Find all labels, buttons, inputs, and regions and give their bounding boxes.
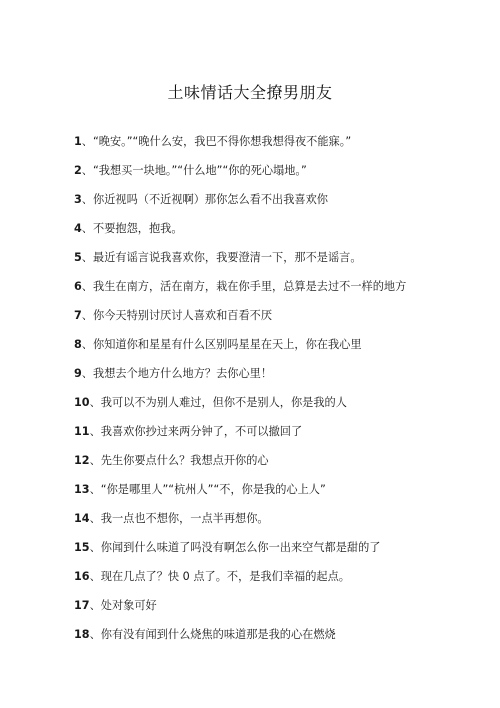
item-number: 13 bbox=[74, 483, 90, 496]
list-item bbox=[74, 306, 474, 335]
item-text: 我可以不为别人难过，但你不是别人，你是我的人 bbox=[100, 396, 347, 409]
item-separator: 、 bbox=[81, 222, 93, 235]
item-text: 先生你要点什么？我想点开你的心 bbox=[100, 454, 269, 467]
love-lines-list bbox=[74, 132, 474, 654]
list-item bbox=[74, 219, 474, 248]
item-text: 我生在南方，活在南方，栽在你手里，总算是去过不一样的地方 bbox=[93, 280, 407, 293]
list-item bbox=[74, 567, 474, 596]
item-separator: 、 bbox=[89, 425, 101, 438]
item-number: 15 bbox=[74, 541, 90, 554]
item-number: 3 bbox=[74, 193, 82, 206]
list-item bbox=[74, 451, 474, 480]
item-number: 6 bbox=[74, 280, 82, 293]
item-text: “晚安。”“晚什么安，我巴不得你想我想得夜不能寐。” bbox=[93, 135, 352, 148]
list-item bbox=[74, 538, 474, 567]
item-separator: 、 bbox=[81, 135, 93, 148]
item-number: 11 bbox=[74, 425, 90, 438]
list-item bbox=[74, 480, 474, 509]
item-text: 处对象可好 bbox=[100, 599, 157, 612]
item-separator: 、 bbox=[89, 454, 101, 467]
item-text: 你闻到什么味道了吗没有啊怎么你一出来空气都是甜的了 bbox=[100, 541, 381, 554]
document-title: 土味情话大全撩男朋友 bbox=[167, 83, 333, 102]
list-item bbox=[74, 190, 474, 219]
list-item bbox=[74, 625, 474, 654]
list-item bbox=[74, 422, 474, 451]
item-number: 10 bbox=[74, 396, 90, 409]
item-text: 我想去个地方什么地方？去你心里！ bbox=[93, 367, 273, 380]
item-number: 17 bbox=[74, 599, 90, 612]
item-separator: 、 bbox=[81, 367, 93, 380]
item-separator: 、 bbox=[81, 193, 93, 206]
item-separator: 、 bbox=[81, 338, 93, 351]
item-separator: 、 bbox=[89, 396, 101, 409]
item-text: 最近有谣言说我喜欢你，我要澄清一下，那不是谣言。 bbox=[93, 251, 362, 264]
item-separator: 、 bbox=[81, 280, 93, 293]
list-item bbox=[74, 132, 474, 161]
item-number: 16 bbox=[74, 570, 90, 583]
list-item bbox=[74, 335, 474, 364]
item-text: 你有没有闻到什么烧焦的味道那是我的心在燃烧 bbox=[100, 628, 336, 641]
item-number: 18 bbox=[74, 628, 90, 641]
item-separator: 、 bbox=[89, 628, 101, 641]
item-number: 8 bbox=[74, 338, 82, 351]
item-separator: 、 bbox=[89, 512, 101, 525]
item-text: “你是哪里人”“杭州人”“不，你是我的心上人” bbox=[100, 483, 326, 496]
item-number: 2 bbox=[74, 164, 82, 177]
list-item bbox=[74, 248, 474, 277]
item-separator: 、 bbox=[81, 164, 93, 177]
item-text: 我喜欢你抄过来两分钟了，不可以撤回了 bbox=[100, 425, 303, 438]
list-item bbox=[74, 161, 474, 190]
item-number: 1 bbox=[74, 135, 82, 148]
item-number: 14 bbox=[74, 512, 90, 525]
item-number: 12 bbox=[74, 454, 90, 467]
item-number: 5 bbox=[74, 251, 82, 264]
item-number: 7 bbox=[74, 309, 82, 322]
item-text: 现在几点了？快 0 点了。不，是我们幸福的起点。 bbox=[100, 570, 350, 583]
item-text: 你今天特别讨厌讨人喜欢和百看不厌 bbox=[93, 309, 273, 322]
item-number: 9 bbox=[74, 367, 82, 380]
list-item bbox=[74, 596, 474, 625]
item-separator: 、 bbox=[89, 599, 101, 612]
item-separator: 、 bbox=[81, 251, 93, 264]
item-text: 你近视吗（不近视啊）那你怎么看不出我喜欢你 bbox=[93, 193, 328, 206]
item-text: 我一点也不想你，一点半再想你。 bbox=[100, 512, 269, 525]
item-separator: 、 bbox=[89, 570, 101, 583]
item-separator: 、 bbox=[89, 541, 101, 554]
item-separator: 、 bbox=[89, 483, 101, 496]
item-text: “我想买一块地。”“什么地”“你的死心塌地。” bbox=[93, 164, 307, 177]
list-item bbox=[74, 509, 474, 538]
list-item bbox=[74, 393, 474, 422]
item-text: 不要抱怨，抱我。 bbox=[93, 222, 183, 235]
list-item bbox=[74, 277, 474, 306]
item-text: 你知道你和星星有什么区别吗星星在天上，你在我心里 bbox=[93, 338, 362, 351]
item-number: 4 bbox=[74, 222, 82, 235]
item-separator: 、 bbox=[81, 309, 93, 322]
list-item bbox=[74, 364, 474, 393]
